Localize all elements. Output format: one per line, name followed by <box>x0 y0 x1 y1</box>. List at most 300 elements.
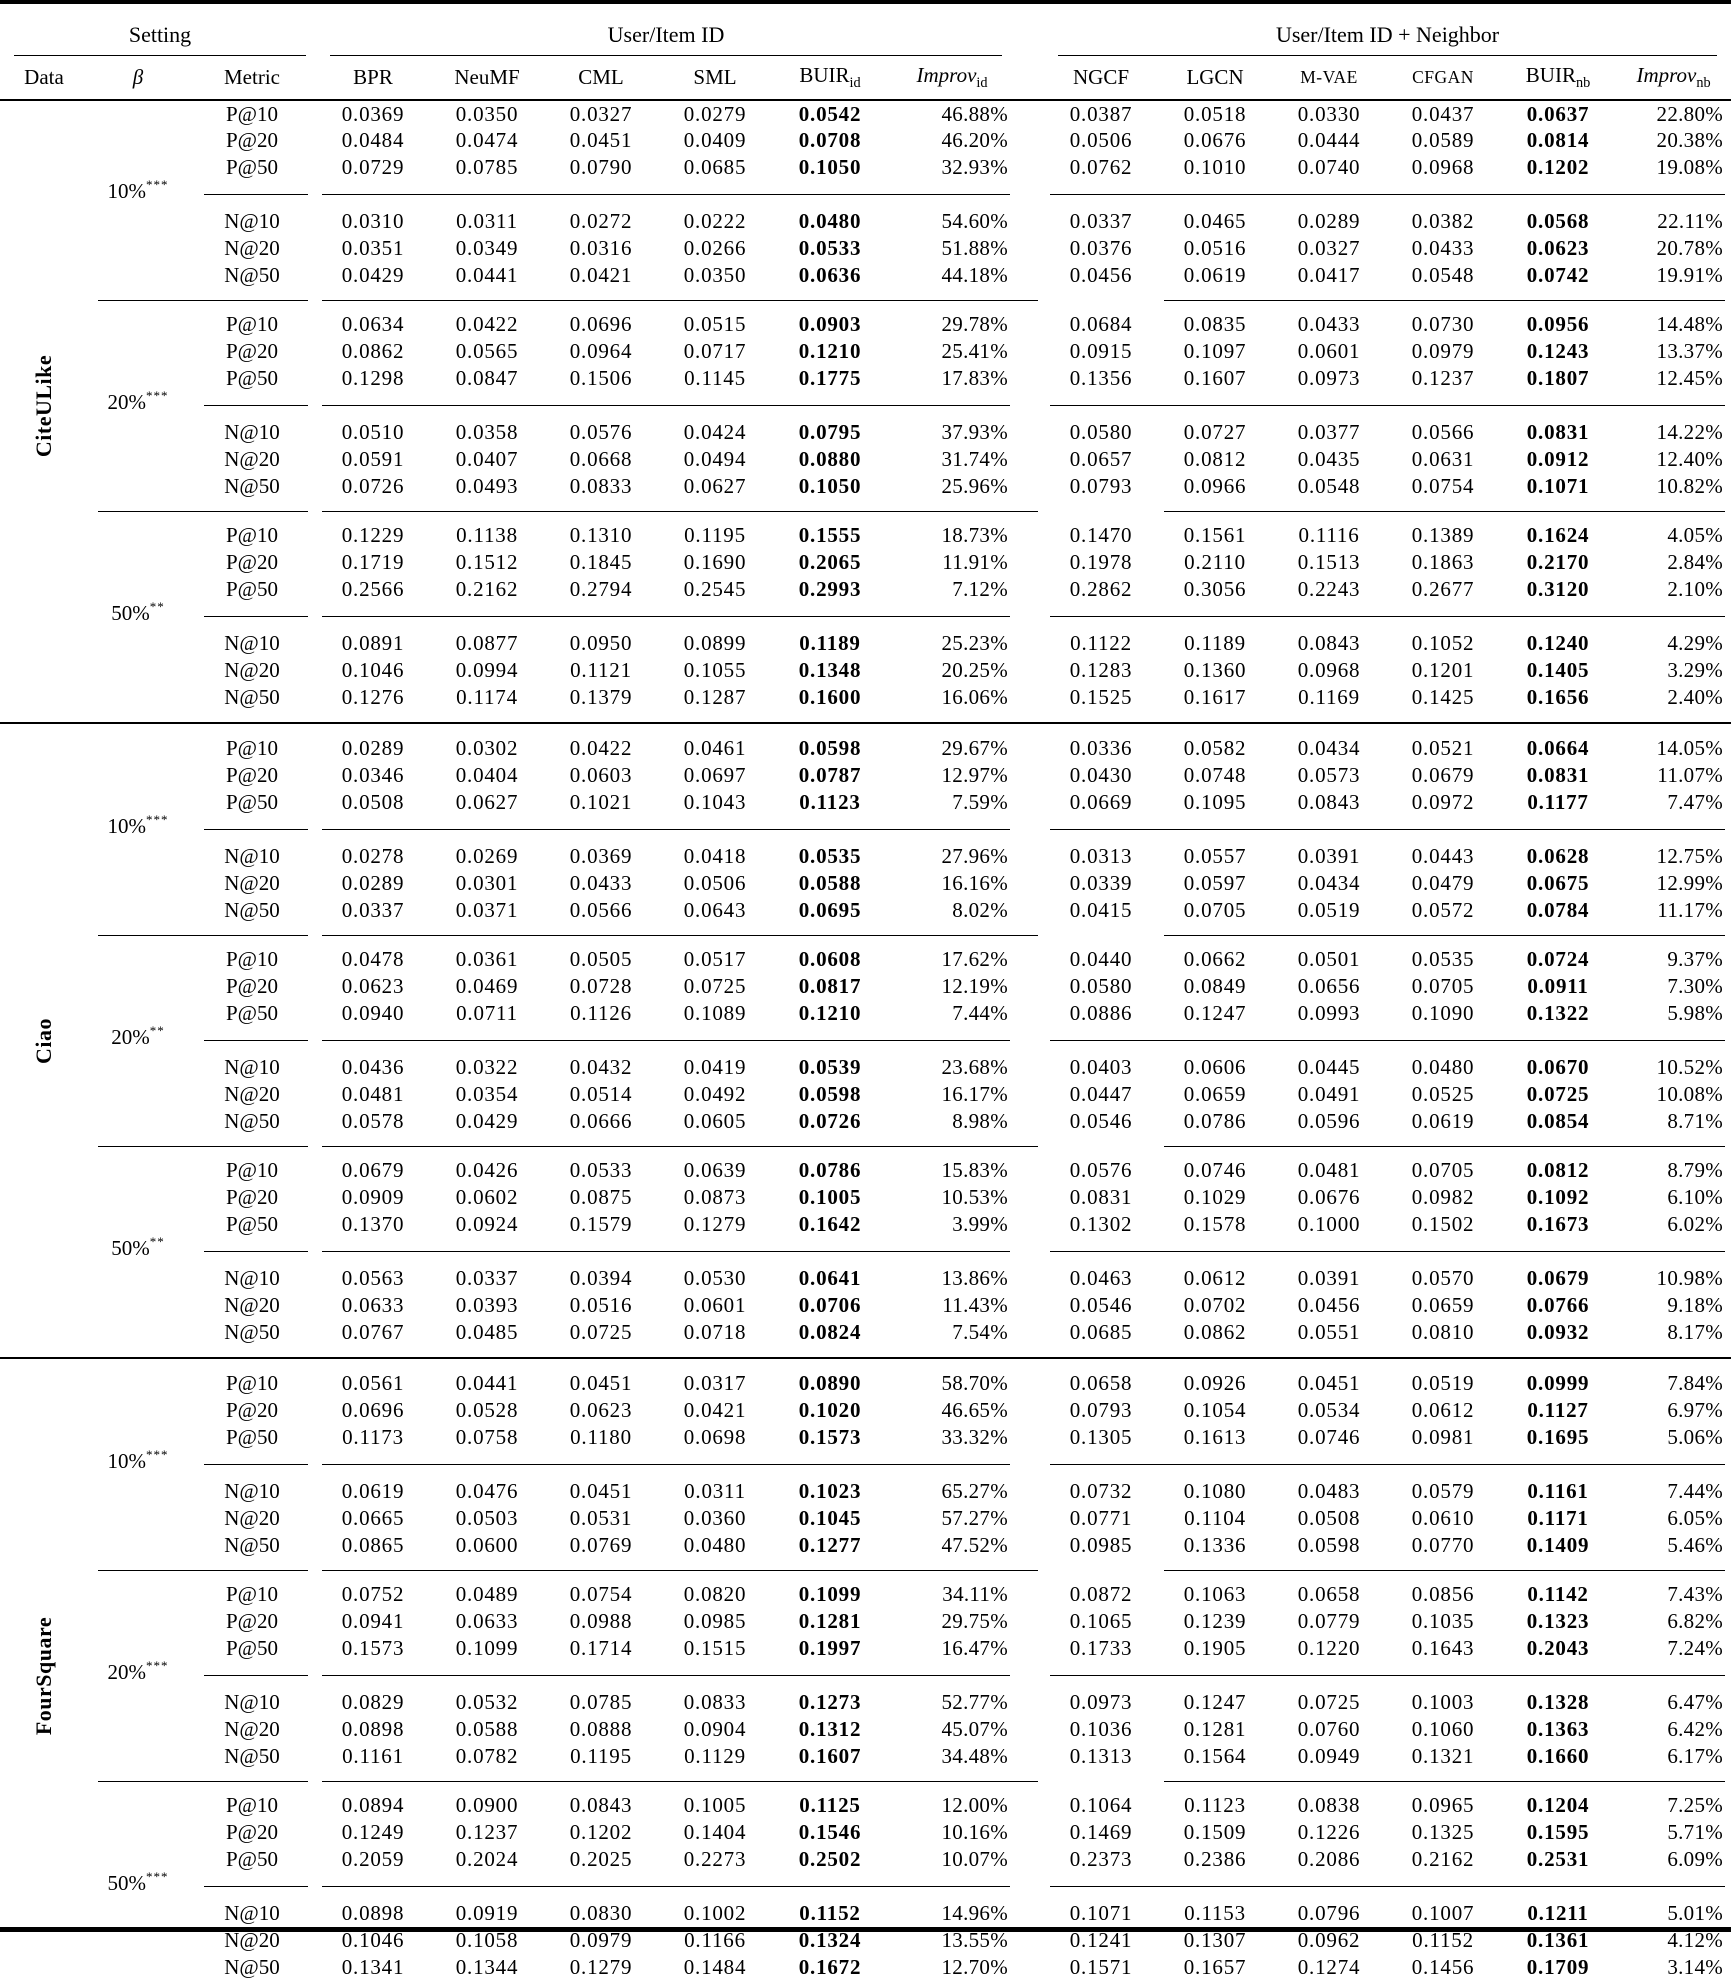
value-cell: 10.98% <box>1656 1266 1724 1290</box>
value-cell: 0.1512 <box>455 550 519 574</box>
metric-cell: P@10 <box>225 1371 279 1395</box>
col-subscript: id <box>976 75 988 92</box>
value-cell: 0.2677 <box>1411 577 1475 601</box>
value-cell: 0.2531 <box>1526 1847 1590 1871</box>
separator-cell <box>88 924 316 946</box>
value-cell: 0.0508 <box>1297 1506 1361 1530</box>
value-cell: 0.0433 <box>569 871 633 895</box>
separator-cell <box>188 392 316 419</box>
value-cell: 20.25% <box>941 658 1009 682</box>
group-gap <box>1016 1954 1044 1981</box>
value-cell: 0.1978 <box>1069 550 1133 574</box>
value-cell: 0.0610 <box>1411 1506 1475 1530</box>
value-cell: 0.0676 <box>1297 1185 1361 1209</box>
group-gap <box>1016 789 1044 816</box>
value-cell: 0.0899 <box>683 631 747 655</box>
value-cell: 0.0643 <box>683 898 747 922</box>
value-cell: 14.22% <box>1656 420 1724 444</box>
value-cell: 0.1607 <box>1183 366 1247 390</box>
separator-line <box>1050 1040 1725 1041</box>
value-cell: 0.0746 <box>1183 1158 1247 1182</box>
beta-spacer-cell <box>88 1927 188 1954</box>
value-cell: 7.44% <box>1667 1479 1724 1503</box>
group-gap <box>1016 1265 1044 1292</box>
value-cell: 0.0606 <box>1183 1055 1247 1079</box>
value-cell: 34.48% <box>941 1744 1009 1768</box>
value-cell: 0.0601 <box>1297 339 1361 363</box>
value-cell: 0.0812 <box>1526 1158 1590 1182</box>
value-cell: 4.05% <box>1667 523 1724 547</box>
value-cell: 0.0456 <box>1069 263 1133 287</box>
value-cell: 0.1643 <box>1411 1636 1475 1660</box>
metric-cell: N@50 <box>224 1320 280 1344</box>
value-cell: 20.78% <box>1656 236 1724 260</box>
group-gap <box>1044 1135 1158 1157</box>
metric-cell: P@50 <box>225 577 279 601</box>
value-cell: 0.0429 <box>341 263 405 287</box>
group-gap <box>1016 1716 1044 1743</box>
value-cell: 0.1060 <box>1411 1717 1475 1741</box>
group-gap <box>1016 603 1044 630</box>
value-cell: 13.55% <box>941 1928 1009 1952</box>
metric-cell: P@10 <box>225 1582 279 1606</box>
value-cell: 0.0350 <box>455 101 519 126</box>
value-cell: 0.1555 <box>798 523 862 547</box>
separator-cell <box>188 603 316 630</box>
value-cell: 7.43% <box>1667 1582 1724 1606</box>
value-cell: 31.74% <box>941 447 1009 471</box>
value-cell: 0.0847 <box>455 366 519 390</box>
value-cell: 0.0619 <box>1183 263 1247 287</box>
value-cell: 0.0949 <box>1297 1744 1361 1768</box>
value-cell: 0.1579 <box>569 1212 633 1236</box>
value-cell: 0.0506 <box>1069 128 1133 152</box>
value-cell: 0.0301 <box>455 871 519 895</box>
value-cell: 0.0717 <box>683 339 747 363</box>
value-cell: 0.2086 <box>1297 1847 1361 1871</box>
beta-spacer-cell <box>88 446 188 473</box>
value-cell: 0.0434 <box>1297 736 1361 760</box>
value-cell: 0.1043 <box>683 790 747 814</box>
col-header-buir-nb: $BUIR_{nb}$ <box>1500 56 1616 100</box>
separator-cell <box>1158 1770 1731 1792</box>
value-cell: 0.0350 <box>683 263 747 287</box>
beta-spacer-cell <box>88 870 188 897</box>
col-label: Improv <box>916 62 977 87</box>
value-cell: 0.1287 <box>683 685 747 709</box>
value-cell: 0.0322 <box>455 1055 519 1079</box>
value-cell: 7.84% <box>1667 1371 1724 1395</box>
value-cell: 0.1247 <box>1183 1001 1247 1025</box>
value-cell: 8.79% <box>1667 1158 1724 1182</box>
value-cell: 0.0831 <box>1526 763 1590 787</box>
value-cell: 0.0394 <box>569 1266 633 1290</box>
value-cell: 0.0605 <box>683 1109 747 1133</box>
metric-cell: N@50 <box>224 898 280 922</box>
beta-spacer-cell <box>88 311 188 338</box>
value-cell: 0.0501 <box>1297 947 1361 971</box>
value-cell: 0.1240 <box>1526 631 1590 655</box>
separator-cell <box>188 1873 316 1900</box>
value-cell: 0.1807 <box>1526 366 1590 390</box>
table-row <box>0 1424 1731 1451</box>
value-cell: 0.1642 <box>798 1212 862 1236</box>
value-cell: 17.83% <box>941 366 1009 390</box>
group-gap <box>1016 127 1044 154</box>
group-gap <box>1016 419 1044 446</box>
group-gap <box>1016 1900 1044 1927</box>
beta-spacer-cell <box>88 843 188 870</box>
value-cell: 0.0877 <box>455 631 519 655</box>
significance-stars: ** <box>149 1023 165 1038</box>
value-cell: 0.1356 <box>1069 366 1133 390</box>
value-cell: 0.0551 <box>1297 1320 1361 1344</box>
value-cell: 0.0542 <box>798 101 862 126</box>
value-cell: 0.0973 <box>1069 1690 1133 1714</box>
value-cell: 0.0278 <box>341 844 405 868</box>
value-cell: 0.1152 <box>799 1901 861 1925</box>
value-cell: 0.1058 <box>455 1928 519 1952</box>
value-cell: 0.1129 <box>684 1744 746 1768</box>
metric-cell: N@10 <box>224 844 280 868</box>
beta-spacer-cell <box>88 1157 188 1184</box>
group-gap <box>1016 1608 1044 1635</box>
metric-separator-row <box>0 392 1731 419</box>
group-gap <box>1016 208 1044 235</box>
value-cell: 0.0603 <box>569 763 633 787</box>
value-cell: 0.1595 <box>1526 1820 1590 1844</box>
value-cell: 0.0424 <box>683 420 747 444</box>
value-cell: 0.0369 <box>569 844 633 868</box>
value-cell: 0.0919 <box>455 1901 519 1925</box>
beta-spacer-cell <box>88 1532 188 1559</box>
table-row <box>0 789 1731 816</box>
value-cell: 0.0349 <box>455 236 519 260</box>
value-cell: 0.2162 <box>455 577 519 601</box>
value-cell: 0.1322 <box>1526 1001 1590 1025</box>
value-cell: 0.1210 <box>798 339 862 363</box>
value-cell: 0.1714 <box>569 1636 633 1660</box>
value-cell: 0.1166 <box>684 1928 746 1952</box>
value-cell: 0.0993 <box>1297 1001 1361 1025</box>
value-cell: 0.0435 <box>1297 447 1361 471</box>
metric-cell: N@10 <box>224 1055 280 1079</box>
separator-line <box>322 1251 1010 1252</box>
value-cell: 0.1274 <box>1297 1955 1361 1979</box>
value-cell: 0.0664 <box>1526 736 1590 760</box>
value-cell: 0.1050 <box>798 474 862 498</box>
group-gap <box>1044 1559 1158 1581</box>
value-cell: 0.0854 <box>1526 1109 1590 1133</box>
value-cell: 0.1310 <box>569 523 633 547</box>
value-cell: 0.2373 <box>1069 1847 1133 1871</box>
value-cell: 13.37% <box>1656 339 1724 363</box>
metric-cell: N@50 <box>224 1955 280 1979</box>
value-cell: 7.24% <box>1667 1636 1724 1660</box>
block-separator-row <box>0 1770 1731 1792</box>
value-cell: 0.0336 <box>1069 736 1133 760</box>
value-cell: 0.1660 <box>1526 1744 1590 1768</box>
col-subscript: nb <box>1696 75 1711 92</box>
beta-spacer-cell <box>88 1689 188 1716</box>
beta-value: 20%*** <box>107 388 169 414</box>
group-gap <box>1044 1770 1158 1792</box>
table-row <box>0 973 1731 1000</box>
metric-cell: P@50 <box>225 155 279 179</box>
beta-value: 20%** <box>111 1023 165 1049</box>
table-row <box>0 630 1731 657</box>
value-cell: 7.47% <box>1667 790 1724 814</box>
value-cell: 0.0829 <box>341 1690 405 1714</box>
value-cell: 0.0272 <box>569 209 633 233</box>
separator-line <box>0 722 1731 724</box>
value-cell: 18.73% <box>941 523 1009 547</box>
value-cell: 0.2025 <box>569 1847 633 1871</box>
value-cell: 0.0534 <box>1297 1398 1361 1422</box>
value-cell: 7.25% <box>1667 1793 1724 1817</box>
value-cell: 0.2502 <box>798 1847 862 1871</box>
value-cell: 0.1116 <box>1298 523 1360 547</box>
value-cell: 0.0451 <box>569 1479 633 1503</box>
group-gap <box>1016 1662 1044 1689</box>
value-cell: 0.0432 <box>569 1055 633 1079</box>
value-cell: 23.68% <box>941 1055 1009 1079</box>
value-cell: 0.1239 <box>1183 1609 1247 1633</box>
value-cell: 0.1719 <box>341 550 405 574</box>
value-cell: 0.1045 <box>798 1506 862 1530</box>
value-cell: 11.43% <box>942 1293 1009 1317</box>
value-cell: 0.0833 <box>569 474 633 498</box>
metric-cell: N@10 <box>224 631 280 655</box>
value-cell: 0.0796 <box>1297 1901 1361 1925</box>
value-cell: 0.1007 <box>1411 1901 1475 1925</box>
table-row <box>0 338 1731 365</box>
results-table <box>0 4 1731 1981</box>
value-cell: 0.0391 <box>1297 1266 1361 1290</box>
table-row <box>0 1211 1731 1238</box>
metric-cell: P@50 <box>225 1212 279 1236</box>
value-cell: 0.1020 <box>798 1398 862 1422</box>
value-cell: 0.1336 <box>1183 1533 1247 1557</box>
value-cell: 0.1361 <box>1526 1928 1590 1952</box>
significance-stars: *** <box>146 812 169 827</box>
group-gap <box>1016 1397 1044 1424</box>
value-cell: 0.0639 <box>683 1158 747 1182</box>
value-cell: 0.0327 <box>1297 236 1361 260</box>
separator-cell <box>316 1662 1016 1689</box>
value-cell: 12.97% <box>941 763 1009 787</box>
setting-group-label: Setting <box>14 22 306 56</box>
table-row <box>0 154 1731 181</box>
value-cell: 0.0849 <box>1183 974 1247 998</box>
value-cell: 0.0279 <box>683 101 747 126</box>
group-gap <box>1016 1211 1044 1238</box>
value-cell: 0.1202 <box>1526 155 1590 179</box>
value-cell: 0.0429 <box>455 1109 519 1133</box>
value-cell: 0.1690 <box>683 550 747 574</box>
value-cell: 0.0422 <box>569 736 633 760</box>
value-cell: 0.0785 <box>455 155 519 179</box>
value-cell: 0.0762 <box>1069 155 1133 179</box>
beta-spacer-cell <box>88 1716 188 1743</box>
value-cell: 0.0572 <box>1411 898 1475 922</box>
value-cell: 9.37% <box>1667 947 1724 971</box>
value-cell: 0.1313 <box>1069 1744 1133 1768</box>
value-cell: 0.0633 <box>341 1293 405 1317</box>
value-cell: 0.0469 <box>455 974 519 998</box>
value-cell: 0.0461 <box>683 736 747 760</box>
value-cell: 10.07% <box>941 1847 1009 1871</box>
value-cell: 14.96% <box>941 1901 1009 1925</box>
value-cell: 0.0478 <box>341 947 405 971</box>
value-cell: 0.1363 <box>1526 1717 1590 1741</box>
value-cell: 0.0962 <box>1297 1928 1361 1952</box>
separator-cell <box>316 1873 1016 1900</box>
group-gap <box>1016 1532 1044 1559</box>
value-cell: 0.0843 <box>569 1793 633 1817</box>
value-cell: 0.1195 <box>570 1744 632 1768</box>
value-cell: 0.1348 <box>798 658 862 682</box>
value-cell: 0.0598 <box>798 736 862 760</box>
value-cell: 0.1210 <box>798 1001 862 1025</box>
value-cell: 0.0317 <box>683 1371 747 1395</box>
value-cell: 0.0926 <box>1183 1371 1247 1395</box>
value-cell: 0.0481 <box>1297 1158 1361 1182</box>
value-cell: 0.2993 <box>798 577 862 601</box>
metric-cell: P@20 <box>225 763 279 787</box>
table-row <box>0 1819 1731 1846</box>
value-cell: 54.60% <box>941 209 1009 233</box>
col-header-improv-nb <box>1616 56 1731 100</box>
value-cell: 27.96% <box>941 844 1009 868</box>
setting-group-header <box>0 4 316 56</box>
value-cell: 0.0371 <box>455 898 519 922</box>
value-cell: 0.0725 <box>683 974 747 998</box>
value-cell: 0.0516 <box>1183 236 1247 260</box>
value-cell: 5.71% <box>1667 1820 1724 1844</box>
separator-line <box>322 1464 1010 1465</box>
value-cell: 0.0685 <box>1069 1320 1133 1344</box>
value-cell: 0.0817 <box>798 974 862 998</box>
value-cell: 0.0444 <box>1297 128 1361 152</box>
value-cell: 0.1243 <box>1526 339 1590 363</box>
group-gap <box>1016 1319 1044 1346</box>
value-cell: 0.0999 <box>1526 1371 1590 1395</box>
separator-line <box>1050 1251 1725 1252</box>
value-cell: 0.1122 <box>1070 631 1132 655</box>
value-cell: 0.1189 <box>1184 631 1246 655</box>
value-cell: 0.0598 <box>798 1082 862 1106</box>
value-cell: 0.0465 <box>1183 209 1247 233</box>
value-cell: 29.75% <box>941 1609 1009 1633</box>
userid-group-header <box>316 4 1016 56</box>
beta-spacer-cell <box>88 684 188 711</box>
value-cell: 44.18% <box>941 263 1009 287</box>
value-cell: 0.0289 <box>341 736 405 760</box>
metric-separator-row <box>0 1027 1731 1054</box>
value-cell: 0.1546 <box>798 1820 862 1844</box>
value-cell: 0.0580 <box>1069 974 1133 998</box>
value-cell: 0.1341 <box>341 1955 405 1979</box>
value-cell: 0.0758 <box>455 1425 519 1449</box>
separator-line <box>98 1570 308 1571</box>
beta-spacer-cell <box>88 897 188 924</box>
group-gap <box>1016 549 1044 576</box>
significance-stars: *** <box>146 1869 169 1884</box>
group-gap <box>1016 1238 1044 1265</box>
col-header-cml: CML <box>544 56 658 100</box>
value-cell: 29.67% <box>941 736 1009 760</box>
value-cell: 0.0718 <box>683 1320 747 1344</box>
value-cell: 0.2162 <box>1411 1847 1475 1871</box>
table-row <box>0 1716 1731 1743</box>
value-cell: 0.0900 <box>455 1793 519 1817</box>
beta-spacer-cell <box>88 973 188 1000</box>
value-cell: 0.0708 <box>798 128 862 152</box>
metric-cell: N@50 <box>224 1744 280 1768</box>
value-cell: 0.1104 <box>1184 1506 1246 1530</box>
separator-cell <box>316 1559 1044 1581</box>
value-cell: 8.02% <box>952 898 1009 922</box>
group-gap <box>1016 1424 1044 1451</box>
beta-spacer-cell <box>88 1608 188 1635</box>
separator-line <box>322 1675 1010 1676</box>
value-cell: 52.77% <box>941 1690 1009 1714</box>
beta-value-cell <box>88 177 188 208</box>
value-cell: 0.0580 <box>1069 420 1133 444</box>
table-row <box>0 1608 1731 1635</box>
value-cell: 5.01% <box>1667 1901 1724 1925</box>
value-cell: 0.0912 <box>1526 447 1590 471</box>
separator-line <box>1050 1464 1725 1465</box>
col-label: Improv <box>1636 62 1697 87</box>
separator-cell <box>0 1346 1731 1370</box>
separator-cell <box>1044 816 1731 843</box>
value-cell: 0.1071 <box>1526 474 1590 498</box>
value-cell: 0.1997 <box>798 1636 862 1660</box>
value-cell: 19.08% <box>1656 155 1724 179</box>
value-cell: 0.1046 <box>341 1928 405 1952</box>
value-cell: 0.2065 <box>798 550 862 574</box>
value-cell: 0.2110 <box>1184 550 1246 574</box>
metric-separator-row <box>0 181 1731 208</box>
value-cell: 0.0528 <box>455 1398 519 1422</box>
table-row <box>0 1292 1731 1319</box>
value-cell: 0.1695 <box>1526 1425 1590 1449</box>
col-header-m-vae: M-VAE <box>1272 56 1386 100</box>
value-cell: 0.0463 <box>1069 1266 1133 1290</box>
metric-cell: P@50 <box>225 1636 279 1660</box>
value-cell: 0.0856 <box>1411 1582 1475 1606</box>
metric-cell: N@20 <box>224 1293 280 1317</box>
group-gap <box>1016 762 1044 789</box>
significance-stars: *** <box>146 1447 169 1462</box>
value-cell: 0.0337 <box>455 1266 519 1290</box>
value-cell: 2.84% <box>1667 550 1724 574</box>
table-row <box>0 1900 1731 1927</box>
value-cell: 5.98% <box>1667 1001 1724 1025</box>
separator-line <box>204 1251 308 1252</box>
metric-cell: P@20 <box>225 339 279 363</box>
value-cell: 0.1469 <box>1069 1820 1133 1844</box>
group-gap <box>1016 446 1044 473</box>
value-cell: 0.0695 <box>798 898 862 922</box>
value-cell: 0.0602 <box>455 1185 519 1209</box>
value-cell: 0.1145 <box>684 366 746 390</box>
separator-cell <box>188 181 316 208</box>
value-cell: 0.0311 <box>456 209 518 233</box>
value-cell: 57.27% <box>941 1506 1009 1530</box>
